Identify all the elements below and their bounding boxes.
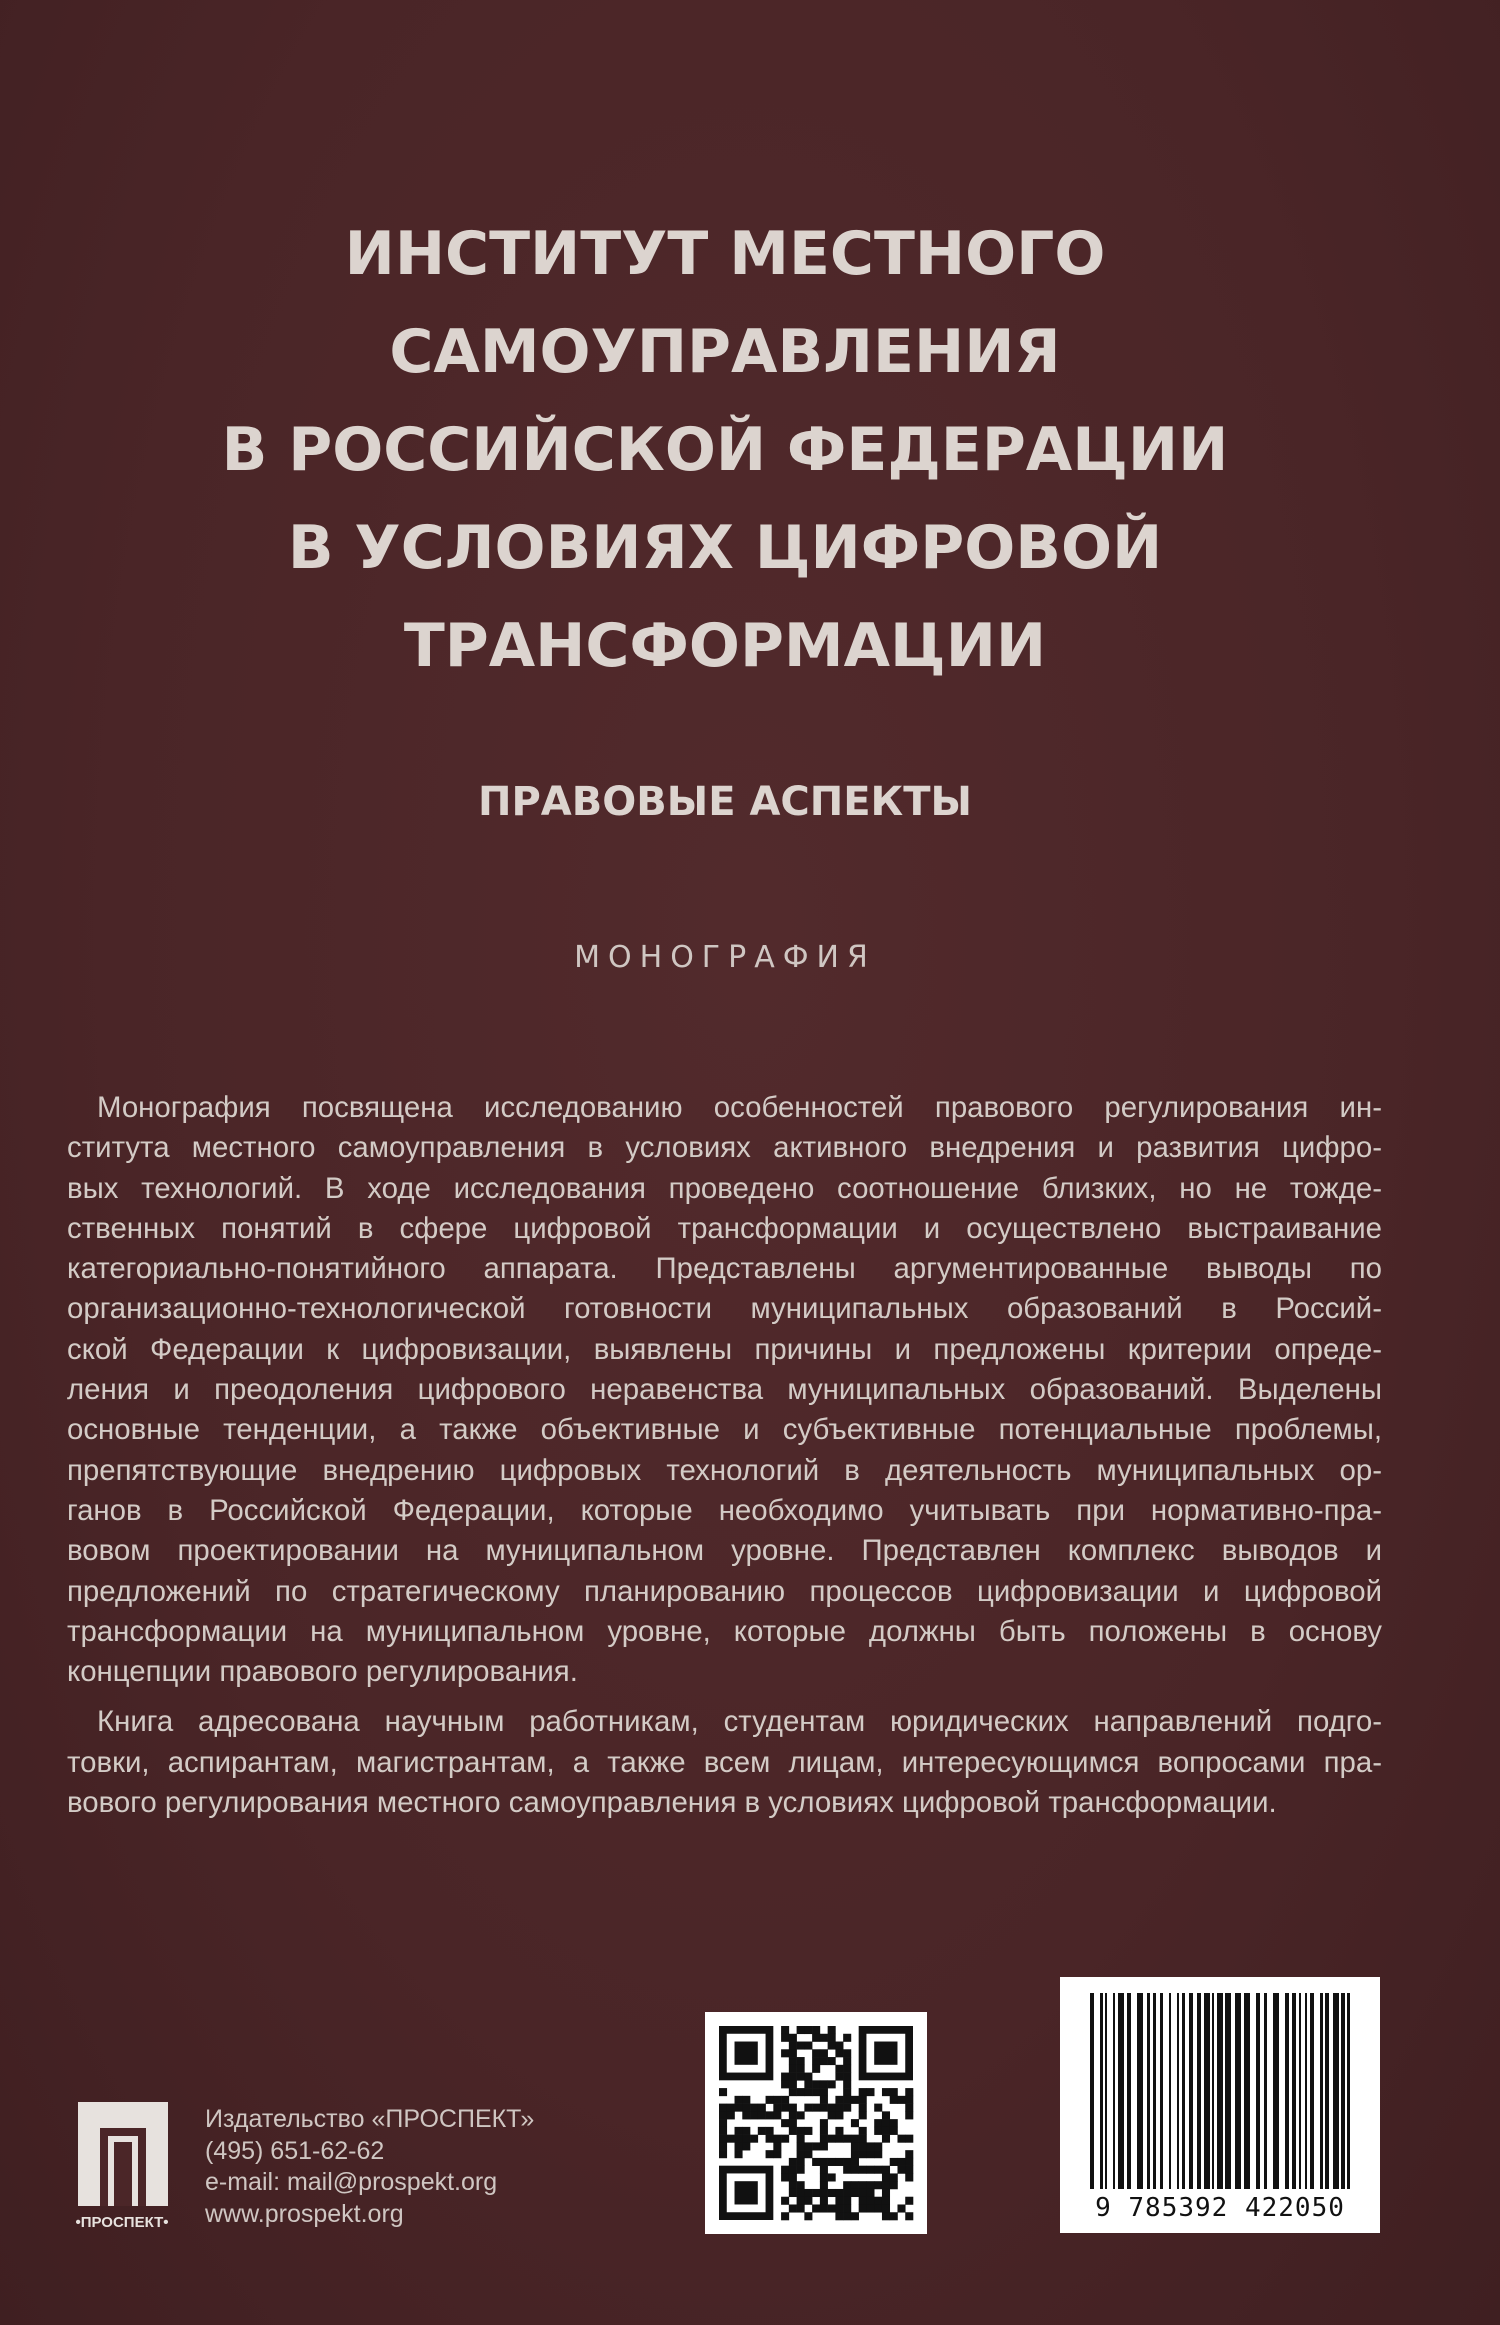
abstract-line: вовом проектировании на муниципальном уровне. Представлен комплекс выводов и — [67, 1534, 1382, 1568]
isbn-number: 9 785392 422050 — [1095, 2193, 1345, 2223]
abstract-line: трансформации на муниципальном уровне, которые должны быть положены в основу — [67, 1614, 1382, 1648]
abstract-line: основные тенденции, а также объективные и субъективные потенциальные проблемы, — [67, 1413, 1382, 1447]
abstract-line: ганов в Российской Федерации, которые необходимо учитывать при нормативно-пра- — [67, 1493, 1382, 1527]
abstract-line: ственных понятий в сфере цифровой трансформации и осуществлено выстраивание — [67, 1211, 1382, 1245]
title-line: В УСЛОВИЯХ ЦИФРОВОЙ — [287, 513, 1163, 583]
abstract-line: вых технологий. В ходе исследования проведено соотношение близких, но не тожде- — [67, 1171, 1382, 1205]
abstract-line: Книга адресована научным работникам, студентам юридических направлений подго- — [97, 1705, 1382, 1739]
abstract-line: ститута местного самоуправления в условиях активного внедрения и развития цифро- — [67, 1131, 1382, 1165]
publisher-logo — [56, 2102, 188, 2236]
abstract-line: концепции правового регулирования. — [67, 1655, 578, 1689]
abstract-line: ской Федерации к цифровизации, выявлены причины и предложены критерии опреде- — [67, 1332, 1382, 1366]
abstract-paragraph — [67, 1702, 1382, 1823]
book-title — [150, 205, 1300, 695]
title-line: ТРАНСФОРМАЦИИ — [403, 611, 1047, 681]
book-genre: МОНОГРАФИЯ — [574, 940, 876, 975]
logo-label: •ПРОСПЕКТ• — [75, 2214, 169, 2231]
title-line: САМОУПРАВЛЕНИЯ — [389, 317, 1061, 387]
publisher-phone: (495) 651-62-62 — [205, 2136, 385, 2165]
isbn-barcode — [1060, 1977, 1380, 2233]
logo-building-icon — [78, 2102, 168, 2206]
abstract-line: ления и преодоления цифрового неравенства муниципальных образований. Выделены — [67, 1373, 1382, 1407]
publisher-email: e-mail: mail@prospekt.org — [205, 2168, 498, 2196]
abstract-line: организационно-технологической готовности муниципальных образований в Россий- — [67, 1292, 1382, 1326]
publisher-name: Издательство «ПРОСПЕКТ» — [205, 2105, 535, 2133]
publisher-info — [205, 2104, 534, 2230]
abstract-line: товки, аспирантам, магистрантам, а также всем лицам, интересующимся вопросами пра- — [67, 1745, 1382, 1779]
title-line: В РОССИЙСКОЙ ФЕДЕРАЦИИ — [221, 415, 1229, 485]
title-line: ИНСТИТУТ МЕСТНОГО — [344, 219, 1106, 289]
abstract-line: Монография посвящена исследованию особенностей правового регулирования ин- — [97, 1091, 1382, 1124]
abstract-paragraph — [67, 1088, 1382, 1692]
abstract-line: категориально-понятийного аппарата. Представлены аргументированные выводы по — [67, 1252, 1382, 1286]
book-abstract — [67, 1088, 1382, 1833]
abstract-line: препятствующие внедрению цифровых технологий в деятельность муниципальных ор- — [67, 1453, 1382, 1487]
abstract-line: вового регулирования местного самоуправления в условиях цифровой трансформации. — [67, 1786, 1277, 1820]
publisher-website: www.prospekt.org — [205, 2199, 404, 2228]
qr-code-icon — [705, 2012, 927, 2234]
book-subtitle: ПРАВОВЫЕ АСПЕКТЫ — [478, 779, 972, 825]
abstract-line: предложений по стратегическому планированию процессов цифровизации и цифровой — [67, 1574, 1382, 1608]
